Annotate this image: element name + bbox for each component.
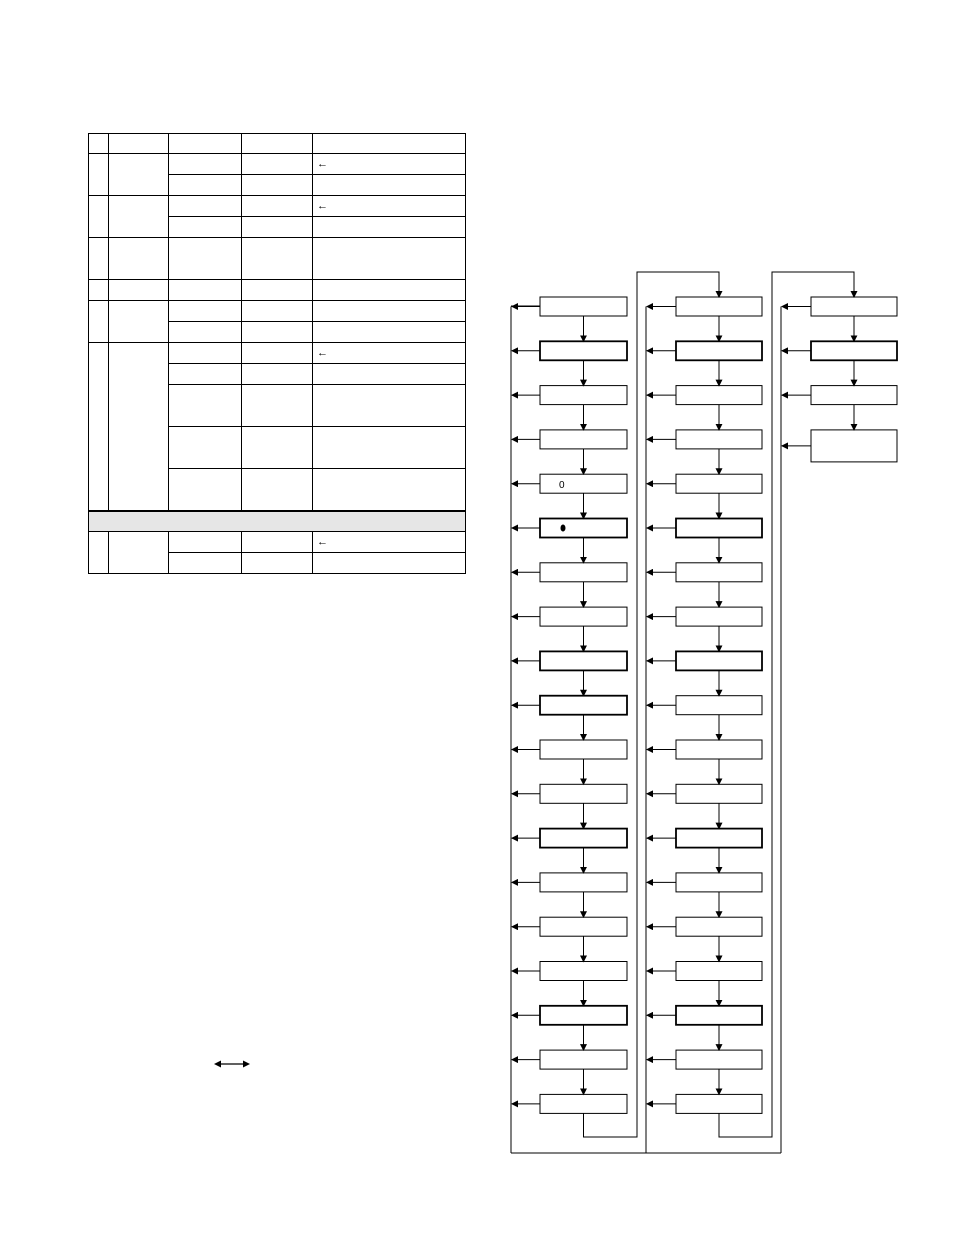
flow-box [811,386,897,405]
flow-box [540,607,627,626]
left-arrow-icon: ← [317,536,328,548]
flow-box [540,1094,627,1113]
flow-box [540,297,627,316]
flow-box [540,696,627,715]
flow-box [540,474,627,493]
flow-box [676,430,762,449]
flow-box [540,917,627,936]
flow-box [676,829,762,848]
flow-box [811,297,897,316]
flow-box [540,1050,627,1069]
flow-box [676,474,762,493]
flow-box [540,829,627,848]
flow-box [676,651,762,670]
flow-box [676,386,762,405]
flow-box [540,873,627,892]
flow-box [676,917,762,936]
left-arrow-icon: ← [317,158,328,170]
flow-box [676,1006,762,1025]
left-arrow-icon: ← [317,200,328,212]
flow-box [540,563,627,582]
flow-box [676,297,762,316]
flow-box [676,341,762,360]
flow-box [540,430,627,449]
flow-box [676,519,762,538]
filled-circle-marker [561,525,566,532]
flow-box [676,696,762,715]
flow-box [676,563,762,582]
flow-box [676,873,762,892]
flow-box [540,651,627,670]
flow-box [540,386,627,405]
flow-box [540,341,627,360]
flow-box [676,1094,762,1113]
flow-box [676,962,762,981]
flow-box [540,784,627,803]
flow-box [540,740,627,759]
flow-box [811,430,897,462]
flow-box [540,962,627,981]
flow-box [676,1050,762,1069]
open-circle-marker: 0 [559,480,565,492]
flow-box [811,341,897,360]
flow-box [676,784,762,803]
flow-box [540,519,627,538]
flow-box [676,740,762,759]
flow-box [676,607,762,626]
left-arrow-icon: ← [317,347,328,359]
flow-box [540,1006,627,1025]
